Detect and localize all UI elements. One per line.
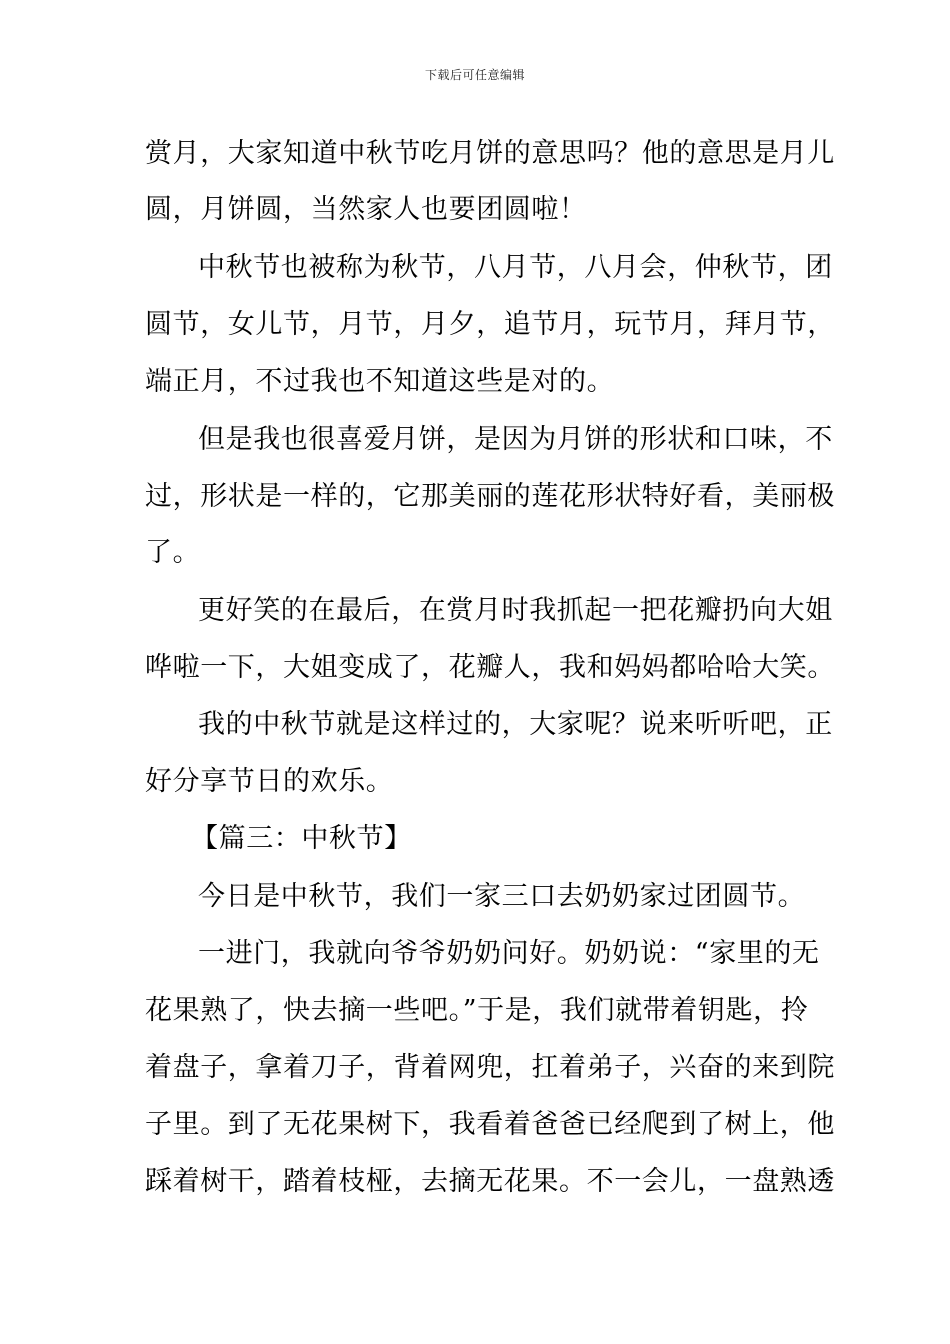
body-line: 更好笑的在最后，在赏月时我抓起一把花瓣扔向大姐 (198, 595, 833, 626)
body-line: 圆，月饼圆，当然家人也要团圆啦！ (145, 194, 587, 225)
body-line: 好分享节日的欢乐。 (145, 766, 394, 797)
body-line: 一进门，我就向爷爷奶奶问好。奶奶说：“家里的无 (198, 938, 820, 969)
body-line: 今日是中秋节，我们一家三口去奶奶家过团圆节。 (198, 881, 806, 912)
body-line: 赏月，大家知道中秋节吃月饼的意思吗？他的意思是月儿 (145, 138, 835, 169)
page-header: 下载后可任意编辑 (424, 68, 525, 82)
body-line: 子里。到了无花果树下，我看着爸爸已经爬到了树上，他 (145, 1109, 835, 1140)
body-line: 着盘子，拿着刀子，背着网兜，扛着弟子，兴奋的来到院 (145, 1052, 835, 1083)
body-line: 了。 (145, 537, 201, 568)
body-line: 哗啦一下，大姐变成了，花瓣人，我和妈妈都哈哈大笑。 (145, 652, 835, 683)
body-line: 中秋节也被称为秋节，八月节，八月会，仲秋节，团 (198, 252, 833, 283)
body-line: 圆节，女儿节，月节，月夕，追节月，玩节月，拜月节， (145, 309, 835, 340)
body-line: 踩着树干，踏着枝桠，去摘无花果。不一会儿，一盘熟透 (145, 1166, 835, 1197)
body-line: 过，形状是一样的，它那美丽的莲花形状特好看，美丽极 (145, 481, 835, 512)
body-line: 端正月，不过我也不知道这些是对的。 (145, 366, 615, 397)
section-heading: 【篇三：中秋节】 (191, 823, 412, 854)
body-line: 花果熟了，快去摘一些吧。”于是，我们就带着钥匙，拎 (145, 995, 809, 1026)
body-line: 我的中秋节就是这样过的，大家呢？说来听听吧，正 (198, 709, 833, 740)
body-line: 但是我也很喜爱月饼，是因为月饼的形状和口味，不 (198, 424, 833, 455)
